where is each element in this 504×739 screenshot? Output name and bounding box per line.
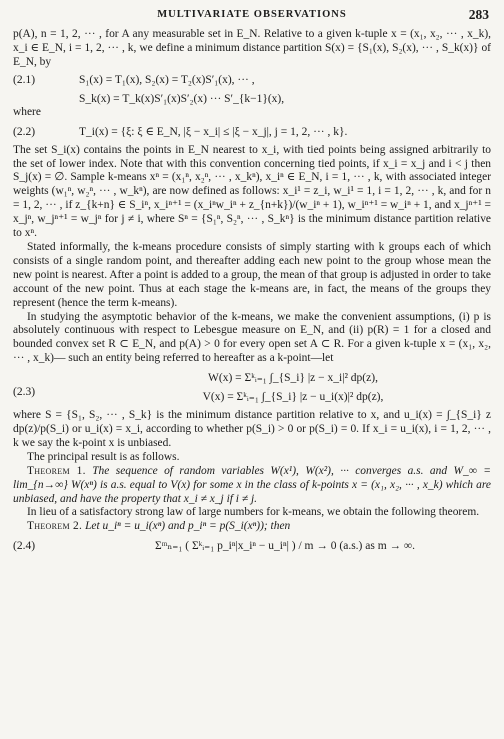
equation-label: (2.2) (13, 125, 36, 138)
equation-label: (2.3) (13, 386, 36, 399)
equation-2-1 (13, 73, 491, 87)
paragraph-6: The principal result is as follows. (27, 450, 180, 463)
where-text: where (13, 105, 41, 118)
paragraph-1: p(A), n = 1, 2, ··· , for A any measurable set in E_N. Relative to a given k-tuple x = (x₁, x₂, ··· , x_k), x_i ∈ E_N, i = 1, 2, ··· , k, we define a minimum distance partition S(x) = {S₁(x), S₂(x), ··· , S_k(x)} of E_N, by (13, 28, 491, 68)
paragraph-3: Stated informally, the k-means procedure consists of simply starting with k groups each of which consists of a single random point, and thereafter adding each new point to the group whose mean the new point is nearest. After a point is added to a group, the mean of that group is adjusted in order to take account of the new point. Thus at each stage the k-means are, in fact, the means of the groups they represent (hence the term k-means). (13, 240, 491, 309)
equation-2-4 (13, 539, 491, 553)
theorem-1-label: Theorem 1. (27, 464, 86, 477)
page-number: 283 (468, 7, 489, 22)
equation-line: Σᵐₙ₌₁ ( Σᵏᵢ₌₁ p_iⁿ|x_iⁿ − u_iⁿ| ) / m → 0 (a.s.) as m → ∞. (155, 540, 415, 553)
running-title: MULTIVARIATE OBSERVATIONS (157, 9, 347, 20)
equation-line: V(x) = Σᵏᵢ₌₁ ∫_{S_i} |z − u_i(x)|² dp(z), (202, 391, 384, 404)
equation-label: (2.4) (13, 540, 36, 553)
theorem-2-text: Let u_iⁿ = u_i(xⁿ) and p_iⁿ = p(S_i(xⁿ)); then (85, 520, 291, 533)
equation-line: S₁(x) = T₁(x), S₂(x) = T₂(x)S′₁(x), ··· , (79, 73, 255, 86)
paragraph-7: In lieu of a satisfactory strong law of large numbers for k-means, we obtain the following theorem. (27, 506, 480, 519)
theorem-1-text: The sequence of random variables W(x¹), W(x²), ··· converges a.s. and W_∞ = lim_{n→∞} W(xⁿ) is a.s. equal to V(x) for some x in the class of k-points x = (x₁, x₂, ··· , x_k) which are unbiased, and have the property that x_i ≠ x_j if i ≠ j. (13, 464, 492, 505)
paragraph-4: In studying the asymptotic behavior of the k-means, we make the convenient assumptions, (i) p is absolutely continuous with respect to Lebesgue measure on E_N, and (ii) p(R) = 1 for a closed and bounded convex set R ⊂ E_N, and p(A) > 0 for every open set A ⊂ R. For a given k-tuple x = (x₁, x₂, ··· , x_k)— such an entity being referred to hereafter as a k-point—let (13, 310, 491, 365)
equation-2-2 (13, 125, 491, 139)
equation-label: (2.1) (13, 73, 36, 86)
equation-2-3 (13, 371, 491, 385)
theorem-1 (13, 465, 491, 507)
running-header (13, 8, 491, 28)
equation-line: T_i(x) = {ξ: ξ ∈ E_N, |ξ − x_i| ≤ |ξ − x_j|, j = 1, 2, ··· , k}. (79, 125, 348, 138)
paragraph-2: The set S_i(x) contains the points in E_N nearest to x_i, with tied points being assigned arbitrarily to the set of lower index. Note that with this convention concerning tied points, if x_i = x_j and i < j then S_j(x) = ∅. Sample k-means xⁿ = (x₁ⁿ, x₂ⁿ, ··· , x_kⁿ), x_iⁿ ∈ E_N, i = 1, ··· , k, with associated integer weights (w₁ⁿ, w₂ⁿ, ··· , w_kⁿ), are now defined as follows: x_i¹ = z_i, w_i¹ = 1, i = 1, 2, ··· , k, and for n = 1, 2, ··· , if z_{k+n} ∈ S_iⁿ, x_iⁿ⁺¹ = (x_iⁿw_iⁿ + z_{n+k})/(w_iⁿ + 1), w_iⁿ⁺¹ = w_iⁿ + 1, and x_jⁿ⁺¹ = x_jⁿ, w_jⁿ⁺¹ = w_jⁿ for j ≠ i, where Sⁿ = {S₁ⁿ, S₂ⁿ, ··· , S_kⁿ} is the minimum distance partition relative to xⁿ. (13, 143, 491, 240)
paragraph-5: where S = {S₁, S₂, ··· , S_k} is the minimum distance partition relative to x, and u_i(x) = ∫_{S_i} z dp(z)/p(S_i) or u_i(x) = x_i, according to whether p(S_i) > 0 or p(S_i) = 0. If x_i = u_i(x), i = 1, 2, ··· , k we say the k-point x is unbiased. (13, 409, 491, 449)
equation-line: W(x) = Σᵏᵢ₌₁ ∫_{S_i} |z − x_i|² dp(z), (208, 372, 378, 385)
equation-line: S_k(x) = T_k(x)S′₁(x)S′₂(x) ··· S′_{k−1}(x), (79, 92, 285, 105)
theorem-2 (13, 520, 491, 534)
theorem-2-label: Theorem 2. (27, 520, 83, 533)
